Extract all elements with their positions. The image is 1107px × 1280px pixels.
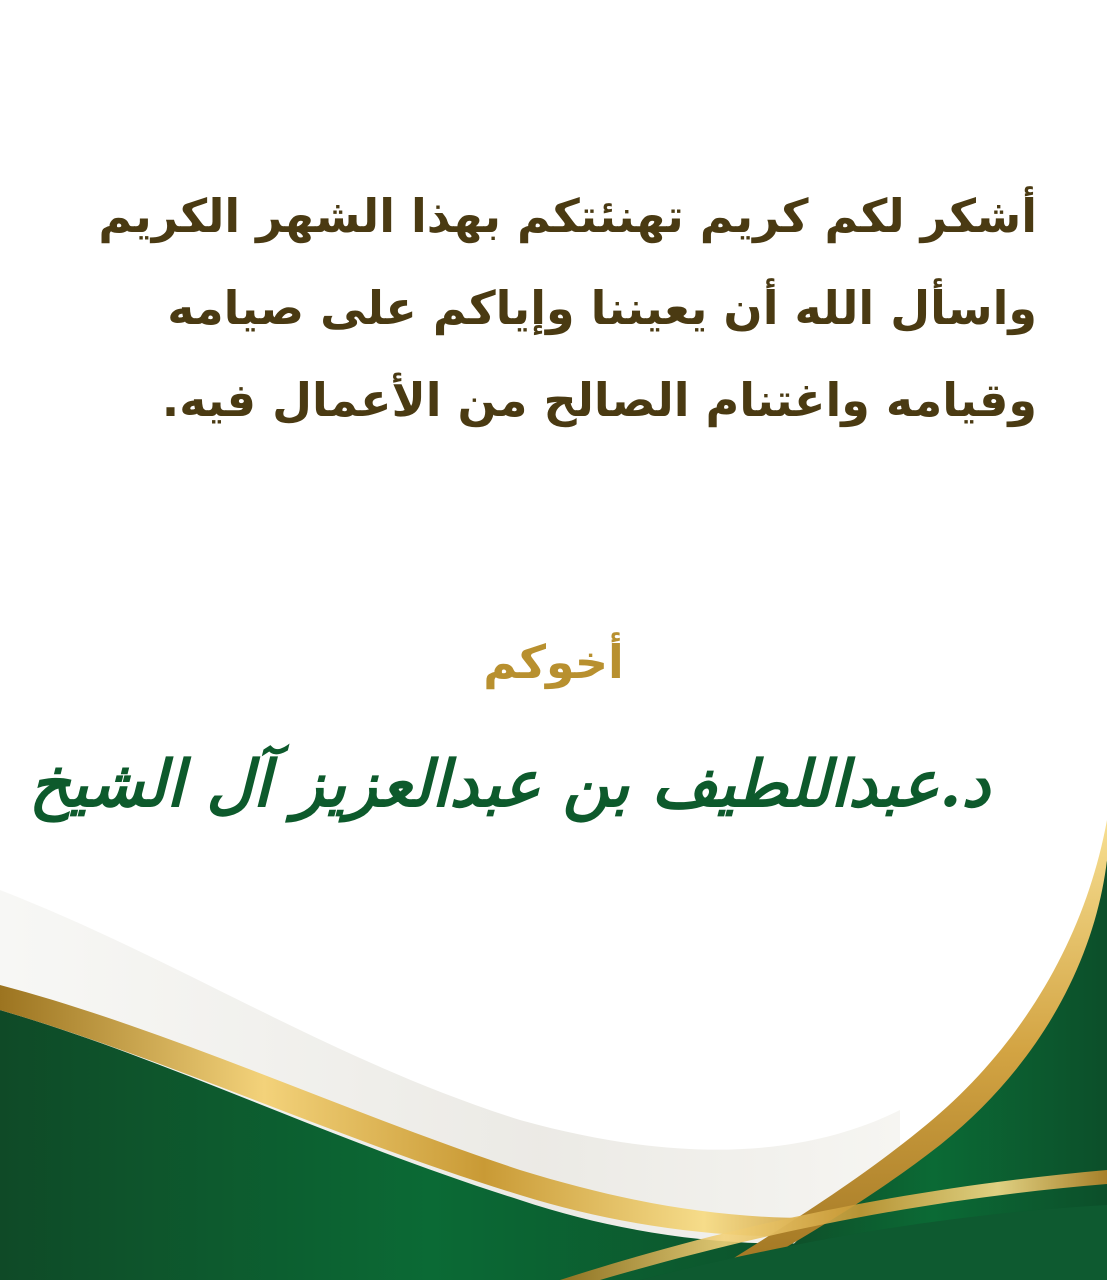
message-line-2: واسأل الله أن يعيننا وإياكم على صيامه [167, 281, 1037, 335]
thank-you-message [60, 170, 1037, 446]
message-line-1: أشكر لكم كريم تهنئتكم بهذا الشهر الكريم [98, 189, 1037, 243]
message-line-3: وقيامه واغتنام الصالح من الأعمال فيه. [161, 373, 1037, 427]
calligraphy-signature: د.عبداللطيف بن عبدالعزيز آل الشيخ [28, 747, 990, 822]
signature-label: أخوكم [483, 635, 624, 689]
